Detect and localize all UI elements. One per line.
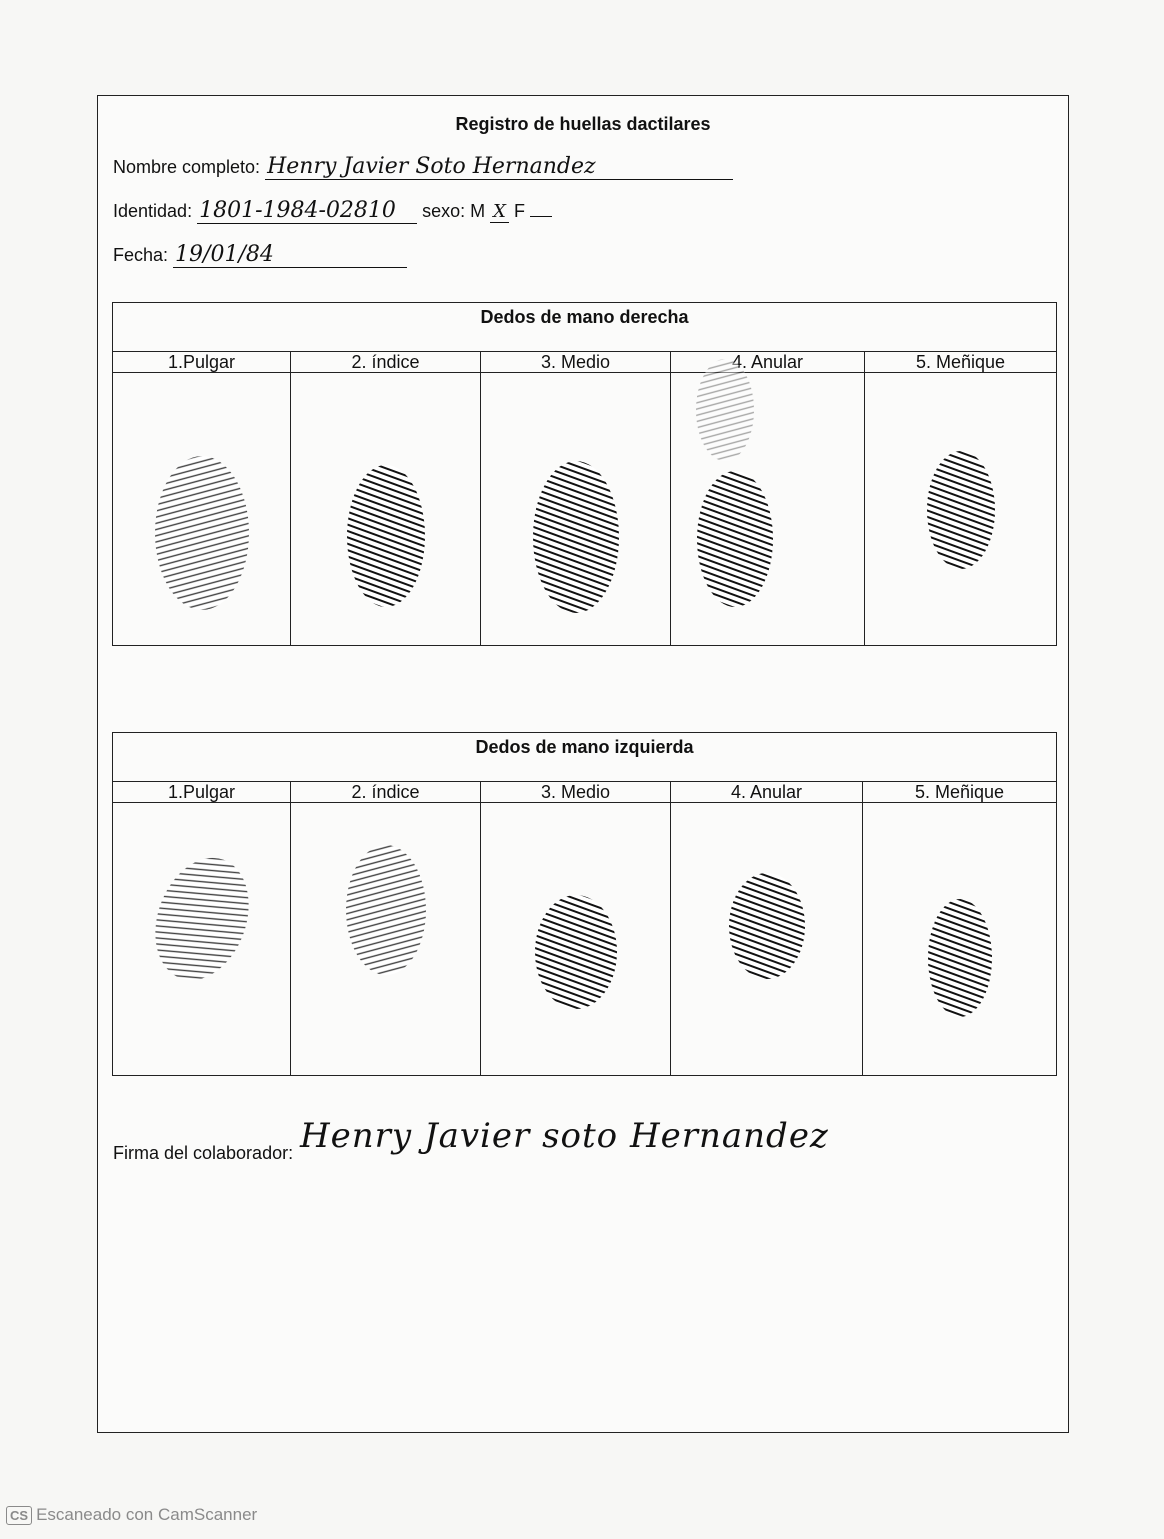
left-pinky-cell — [863, 803, 1057, 1076]
fingerprint-icon — [925, 449, 997, 571]
signature-value: Henry Javier soto Hernandez — [300, 1116, 829, 1156]
right-thumb-label: 1.Pulgar — [113, 352, 291, 373]
right-index-label: 2. índice — [291, 352, 481, 373]
fingerprint-icon — [531, 459, 621, 615]
fingerprint-icon — [154, 853, 250, 985]
name-value: Henry Javier Soto Hernandez — [265, 154, 733, 180]
date-row — [113, 242, 407, 268]
sex-label: sexo: M — [422, 201, 486, 221]
left-index-cell — [291, 803, 481, 1076]
right-pinky-cell — [865, 373, 1057, 646]
signature-label: Firma del colaborador: — [113, 1143, 294, 1163]
name-label: Nombre completo: — [113, 157, 261, 177]
left-hand-title: Dedos de mano izquierda — [113, 733, 1057, 782]
fingerprint-icon — [926, 897, 994, 1019]
sex-f-blank — [530, 200, 552, 217]
right-middle-label: 3. Medio — [481, 352, 671, 373]
right-hand-title: Dedos de mano derecha — [113, 303, 1057, 352]
right-pinky-label: 5. Meñique — [865, 352, 1057, 373]
fingerprint-icon — [152, 453, 252, 613]
form-title: Registro de huellas dactilares — [455, 114, 711, 134]
fingerprint-icon — [694, 357, 756, 463]
id-value: 1801-1984-02810 — [197, 198, 417, 224]
sex-m-mark: X — [490, 201, 509, 223]
date-label: Fecha: — [113, 245, 169, 265]
fingerprint-icon — [345, 463, 427, 609]
fingerprint-icon — [727, 871, 807, 981]
right-hand-table — [112, 302, 1057, 646]
camscanner-logo: CS — [6, 1506, 32, 1525]
left-hand-table — [112, 732, 1057, 1076]
left-index-label: 2. índice — [291, 782, 481, 803]
name-row — [113, 154, 733, 180]
left-middle-cell — [481, 803, 671, 1076]
date-value: 19/01/84 — [173, 242, 407, 268]
sex-f-label: F — [514, 201, 525, 221]
fingerprint-icon — [533, 893, 619, 1011]
right-middle-cell — [481, 373, 671, 646]
fingerprint-icon — [344, 843, 428, 977]
scanner-text: Escaneado con CamScanner — [36, 1505, 258, 1524]
right-ring-cell — [671, 373, 865, 646]
scanner-footer — [6, 1505, 257, 1525]
id-row — [113, 198, 552, 224]
right-index-cell — [291, 373, 481, 646]
left-thumb-label: 1.Pulgar — [113, 782, 291, 803]
right-thumb-cell — [113, 373, 291, 646]
id-label: Identidad: — [113, 201, 193, 221]
left-thumb-cell — [113, 803, 291, 1076]
left-middle-label: 3. Medio — [481, 782, 671, 803]
fingerprint-icon — [695, 469, 775, 609]
left-ring-cell — [671, 803, 863, 1076]
right-ring-label: 4. Anular — [671, 352, 865, 373]
left-ring-label: 4. Anular — [671, 782, 863, 803]
left-pinky-label: 5. Meñique — [863, 782, 1057, 803]
fingerprint-form — [97, 95, 1069, 1433]
